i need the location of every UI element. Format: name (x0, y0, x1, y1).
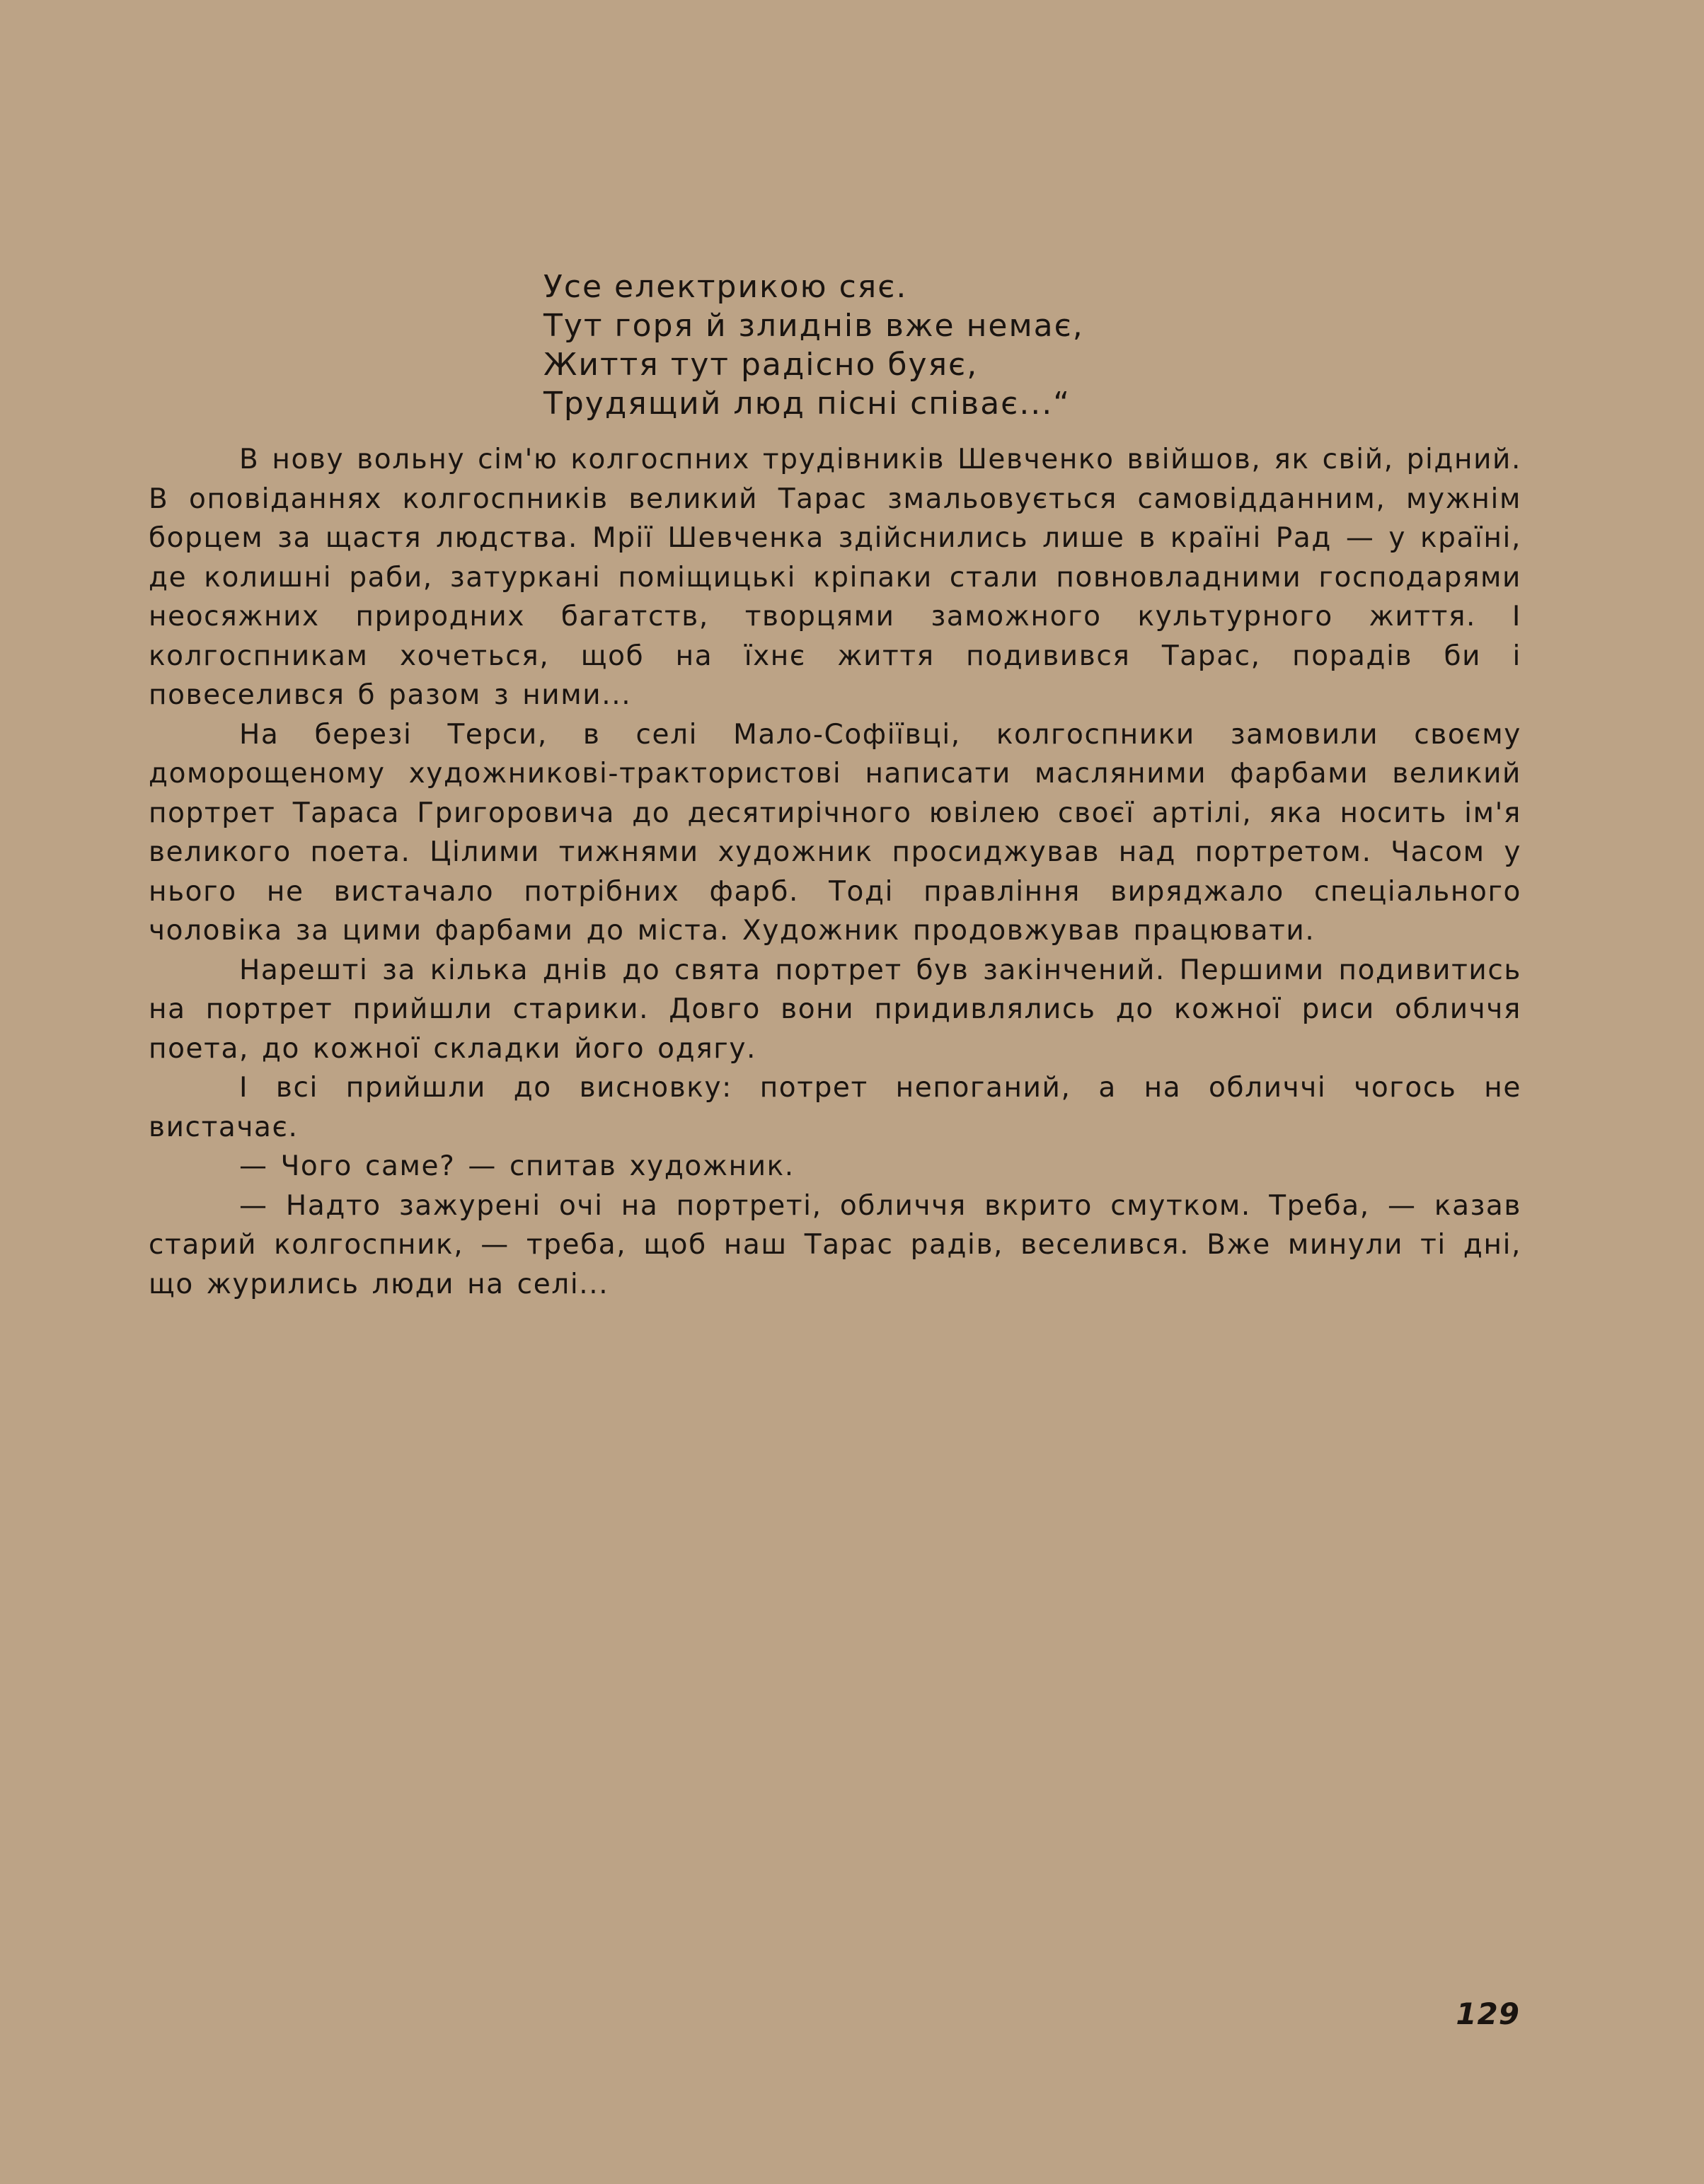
paragraph-conclusion: І всі прийшли до висновку: потрет непоганий, а на обличчі чогось не вистачає. (149, 1072, 1521, 1143)
body-text (149, 440, 1521, 1304)
dialogue-line-artist: — Чого саме? — спитав художник. (239, 1150, 795, 1182)
poem-line: Трудящий люд пісні співає...“ (543, 386, 1071, 422)
dialogue-line-old-farmer: — Надто зажурені очі на портреті, обличчя вкрито смутком. Треба, — казав старий колгоспник, — треба, щоб наш Тарас радів, веселився. Вже минули ті дні, що журились люди на селі... (149, 1189, 1521, 1300)
poem-stanza (543, 267, 1237, 423)
page-number: 129 (1456, 1997, 1520, 2031)
paragraph-new-family: В нову вольну сім'ю колгоспних трудівників Шевченко ввійшов, як свій, рідний. В оповіданнях колгоспників великий Тарас змальовується самовідданним, мужнім борцем за щастя людства. Мрії Шевченка здійснились лише в країні Рад — у країні, де колишні раби, затуркані поміщицькі кріпаки стали повновладними господарями неосяжних природних багатств, творцями заможного культурного життя. І колгоспникам хочеться, щоб на їхнє життя подивився Тарас, порадів би і повеселився б разом з ними... (149, 444, 1521, 711)
paragraph-elders-visit: Нарешті за кілька днів до свята портрет був закінчений. Першими подивитись на портрет прийшли старики. Довго вони придивлялись до кожної риси обличчя поета, до кожної складки його одягу. (149, 954, 1521, 1065)
poem-line: Тут горя й злиднів вже немає, (543, 308, 1084, 344)
paragraph-portrait-order: На березі Терси, в селі Мало-Софіївці, колгоспники замовили своєму доморощеному художникові-трактористові написати масляними фарбами великий портрет Тараса Григоровича до десятирічного ювілею своєї артілі, яка носить ім'я великого поета. Цілими тижнями художник просиджував над портретом. Часом у нього не вистачало потрібних фарб. Тоді правління виряджало спеціального чоловіка за цими фарбами до міста. Художник продовжував працювати. (149, 718, 1521, 947)
poem-line: Життя тут радісно буяє, (543, 347, 979, 383)
poem-line: Усе електрикою сяє. (543, 269, 908, 305)
